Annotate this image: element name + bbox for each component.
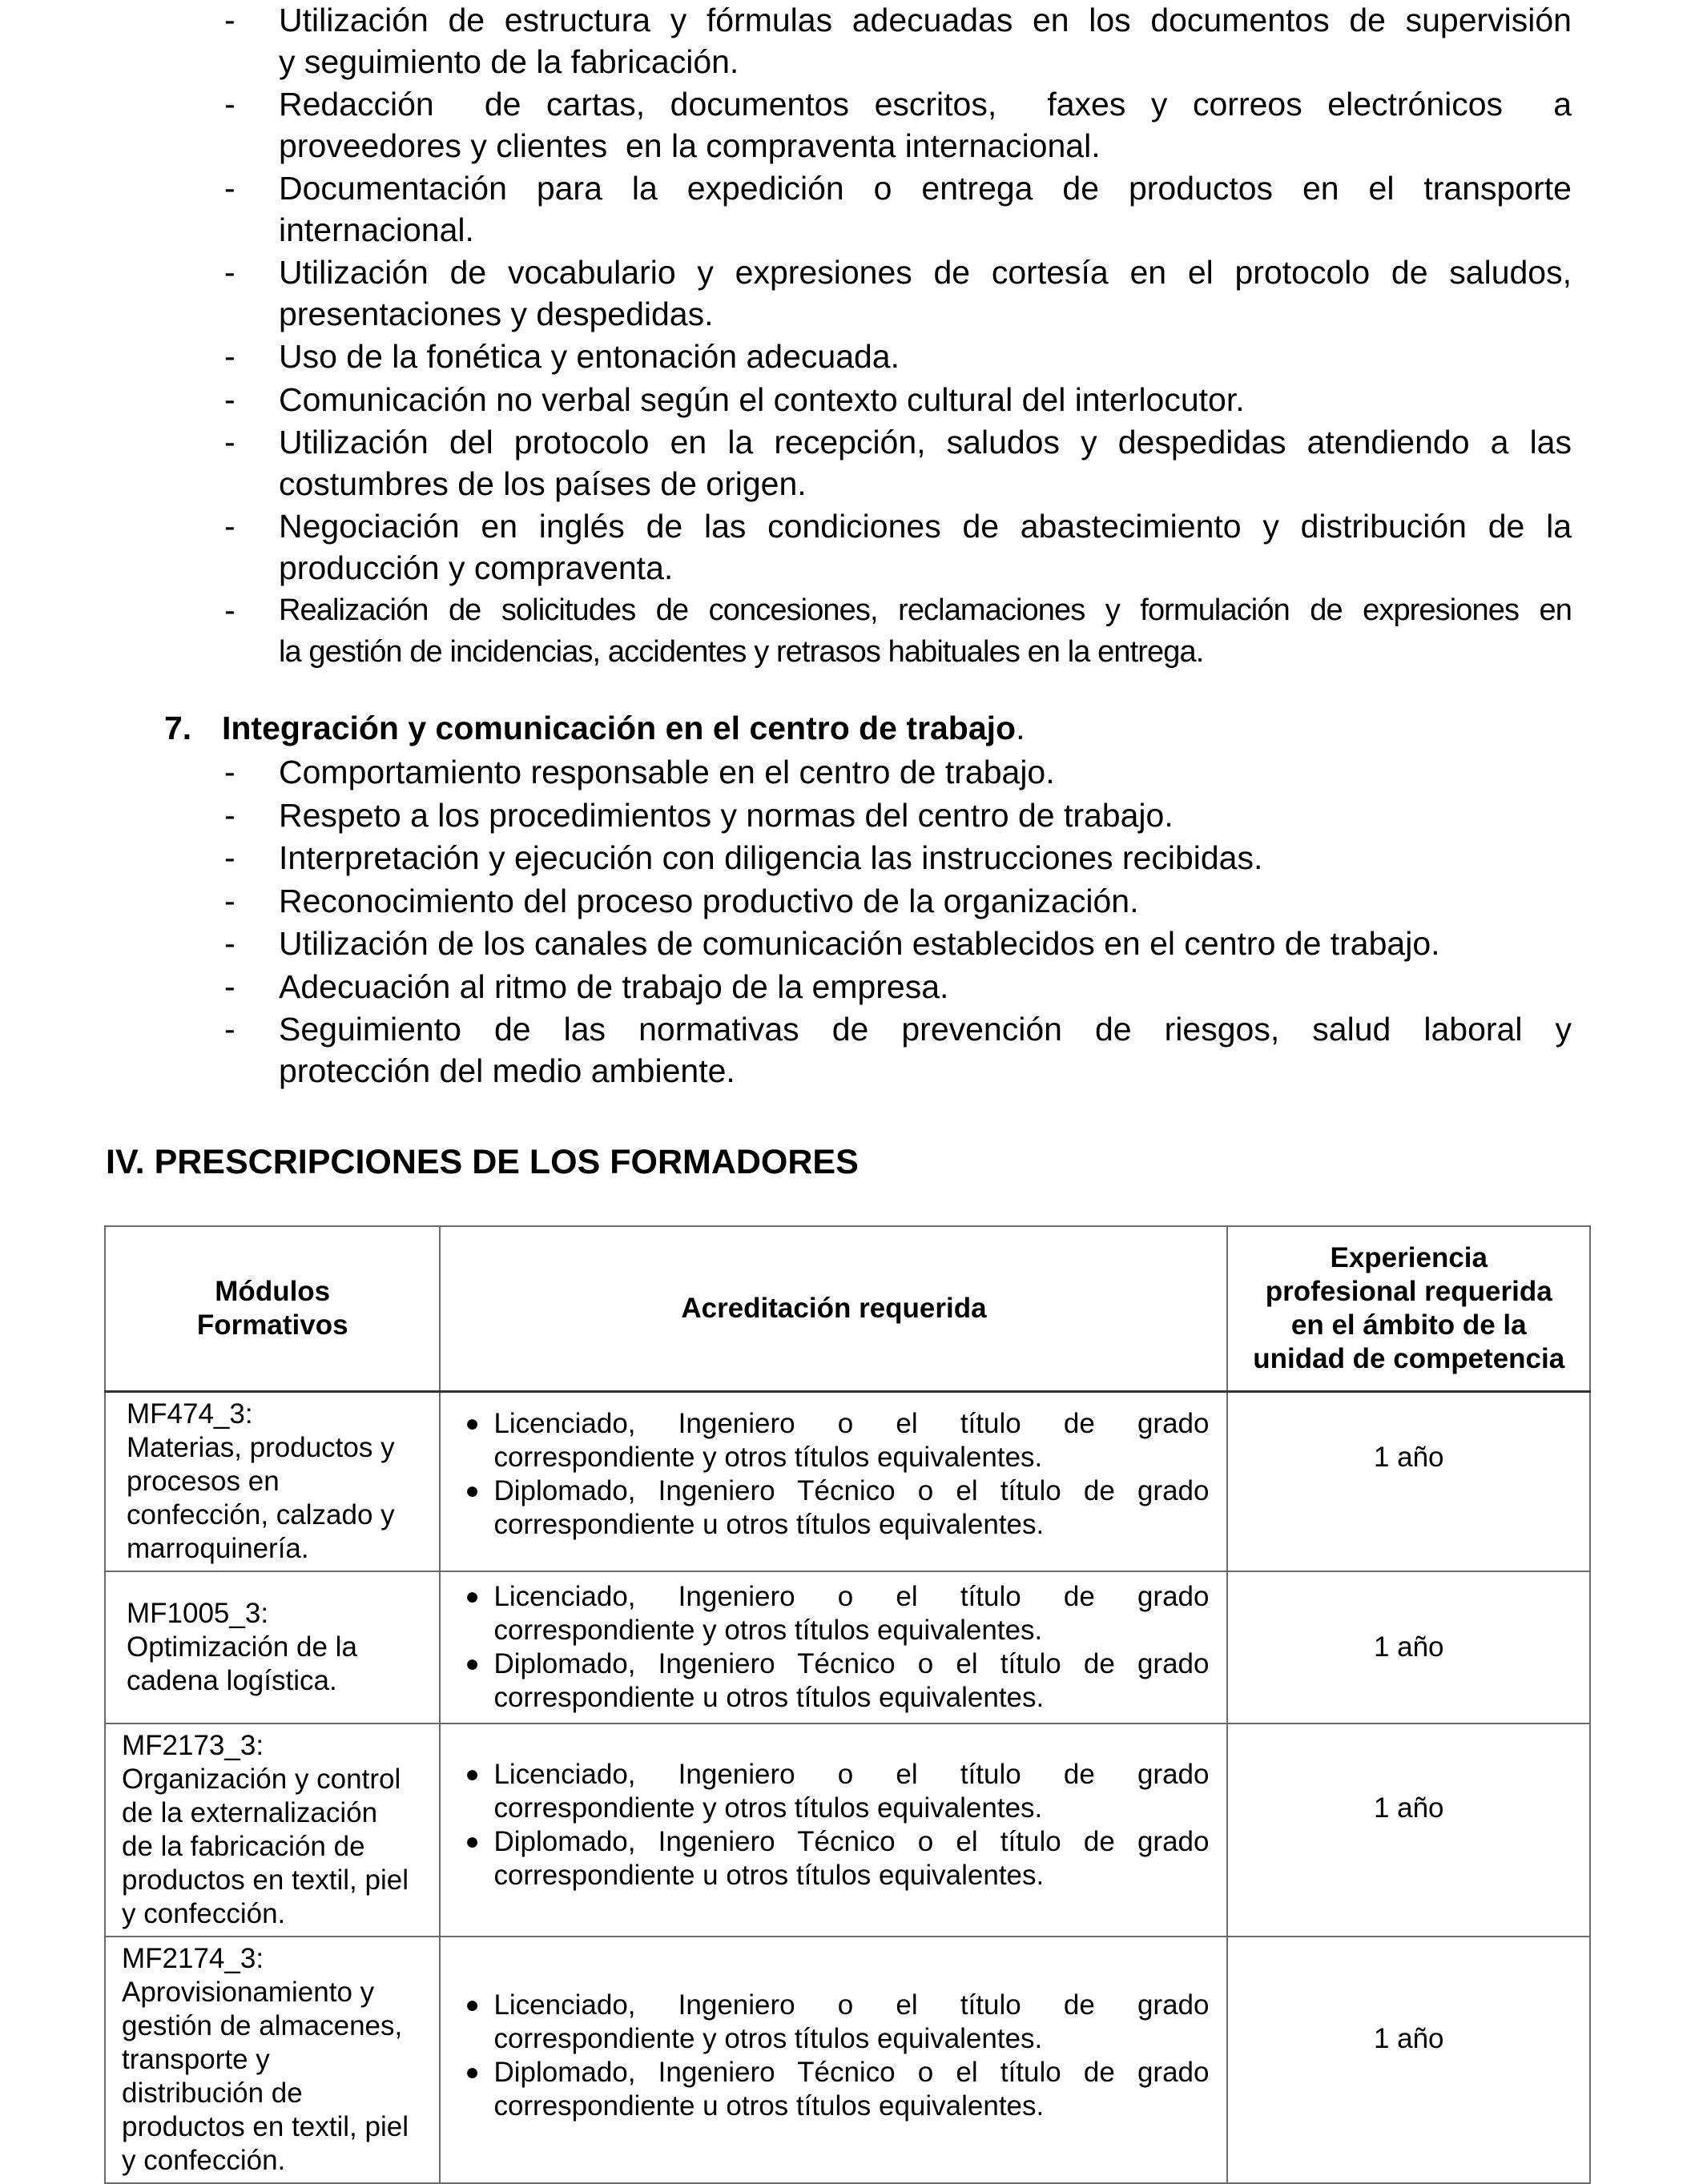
list-item: - Interpretación y ejecución con diligencia las instrucciones recibidas.	[224, 839, 1263, 876]
credential-cell	[440, 1723, 1227, 1937]
list-item: - Utilización de los canales de comunicación establecidos en el centro de trabajo.	[224, 925, 1440, 962]
list-item: ● Diplomado, Ingeniero Técnico o el título de grado correspondiente u otros títulos equivalentes.	[465, 1825, 1210, 1891]
list-item: - Seguimiento de las normativas de prevención de riesgos, salud laboral y protección del medio ambiente.	[224, 1011, 1572, 1089]
table-row	[105, 1723, 1590, 1937]
header-module: Módulos Formativos	[105, 1226, 440, 1391]
list-item: - Respeto a los procedimientos y normas del centro de trabajo.	[224, 796, 1174, 834]
section7-number: 7.	[164, 710, 192, 746]
section7-heading: 7. Integración y comunicación en el centro de trabajo.	[164, 707, 1025, 749]
list-item: ● Diplomado, Ingeniero Técnico o el título de grado correspondiente u otros títulos equivalentes.	[465, 1474, 1210, 1540]
header-experience: Experiencia profesional requerida en el ámbito de la unidad de competencia	[1227, 1226, 1590, 1391]
section6-list	[218, 0, 1572, 674]
table-row	[105, 1391, 1590, 1571]
list-item: ● Diplomado, Ingeniero Técnico o el título de grado correspondiente u otros títulos equivalentes.	[465, 1647, 1210, 1713]
list-item: ● Licenciado, Ingeniero o el título de grado correspondiente y otros títulos equivalentes.	[465, 1580, 1210, 1646]
module-cell: MF2173_3: Organización y control de la externalización de la fabricación de productos en textil, piel y confección.	[105, 1723, 440, 1937]
table-row	[105, 1937, 1590, 2183]
table-row	[105, 1571, 1590, 1723]
module-cell: MF474_3: Materias, productos y procesos en confección, calzado y marroquinería.	[105, 1391, 440, 1571]
module-cell: MF2174_3: Aprovisionamiento y gestión de almacenes, transporte y distribución de productos en textil, piel y confección.	[105, 1937, 440, 2183]
list-item: - Utilización del protocolo en la recepción, saludos y despedidas atendiendo a las costumbres de los países de origen.	[224, 424, 1572, 502]
section-iv-title: IV. PRESCRIPCIONES DE LOS FORMADORES	[106, 1143, 859, 1181]
list-item: - Comunicación no verbal según el contexto cultural del interlocutor.	[224, 380, 1245, 418]
list-item: - Negociación en inglés de las condiciones de abastecimiento y distribución de la producción y compraventa.	[224, 508, 1572, 586]
section7-title: Integración y comunicación en el centro de trabajo	[222, 710, 1017, 746]
experience-cell: 1 año	[1227, 1937, 1590, 2183]
experience-cell: 1 año	[1227, 1723, 1590, 1937]
credential-cell	[440, 1391, 1227, 1571]
header-credential: Acreditación requerida	[440, 1226, 1227, 1391]
trainers-table	[104, 1225, 1591, 2184]
list-item: - Uso de la fonética y entonación adecuada.	[224, 338, 900, 375]
list-item: - Comportamiento responsable en el centro de trabajo.	[224, 754, 1055, 790]
table-header-row	[105, 1226, 1590, 1391]
list-item: - Utilización de estructura y fórmulas adecuadas en los documentos de supervisión y seguimiento de la fabricación.	[224, 2, 1572, 80]
section7-list	[218, 752, 1572, 1093]
list-item: - Adecuación al ritmo de trabajo de la empresa.	[224, 967, 949, 1005]
list-item: ● Diplomado, Ingeniero Técnico o el título de grado correspondiente u otros títulos equivalentes.	[465, 2056, 1210, 2122]
credential-cell	[440, 1571, 1227, 1723]
list-item: - Documentación para la expedición o entrega de productos en el transporte internacional.	[224, 170, 1572, 248]
experience-cell: 1 año	[1227, 1391, 1590, 1571]
list-item: ● Licenciado, Ingeniero o el título de grado correspondiente y otros títulos equivalentes.	[465, 1989, 1210, 2054]
list-item: - Utilización de vocabulario y expresiones de cortesía en el protocolo de saludos, presentaciones y despedidas.	[224, 254, 1572, 332]
list-item: ● Licenciado, Ingeniero o el título de grado correspondiente y otros títulos equivalentes.	[465, 1758, 1210, 1824]
experience-cell: 1 año	[1227, 1571, 1590, 1723]
credential-cell	[440, 1937, 1227, 2183]
list-item: - Redacción de cartas, documentos escritos, faxes y correos electrónicos a proveedores y clientes en la compraventa internacional.	[224, 86, 1572, 164]
list-item: - Realización de solicitudes de concesiones, reclamaciones y formulación de expresiones en la gestión de incidencias, accidentes y retrasos habituales en la entrega.	[224, 592, 1572, 669]
list-item: ● Licenciado, Ingeniero o el título de grado correspondiente y otros títulos equivalentes.	[465, 1407, 1210, 1473]
module-cell: MF1005_3: Optimización de la cadena logística.	[105, 1571, 440, 1723]
list-item: - Reconocimiento del proceso productivo de la organización.	[224, 882, 1139, 919]
